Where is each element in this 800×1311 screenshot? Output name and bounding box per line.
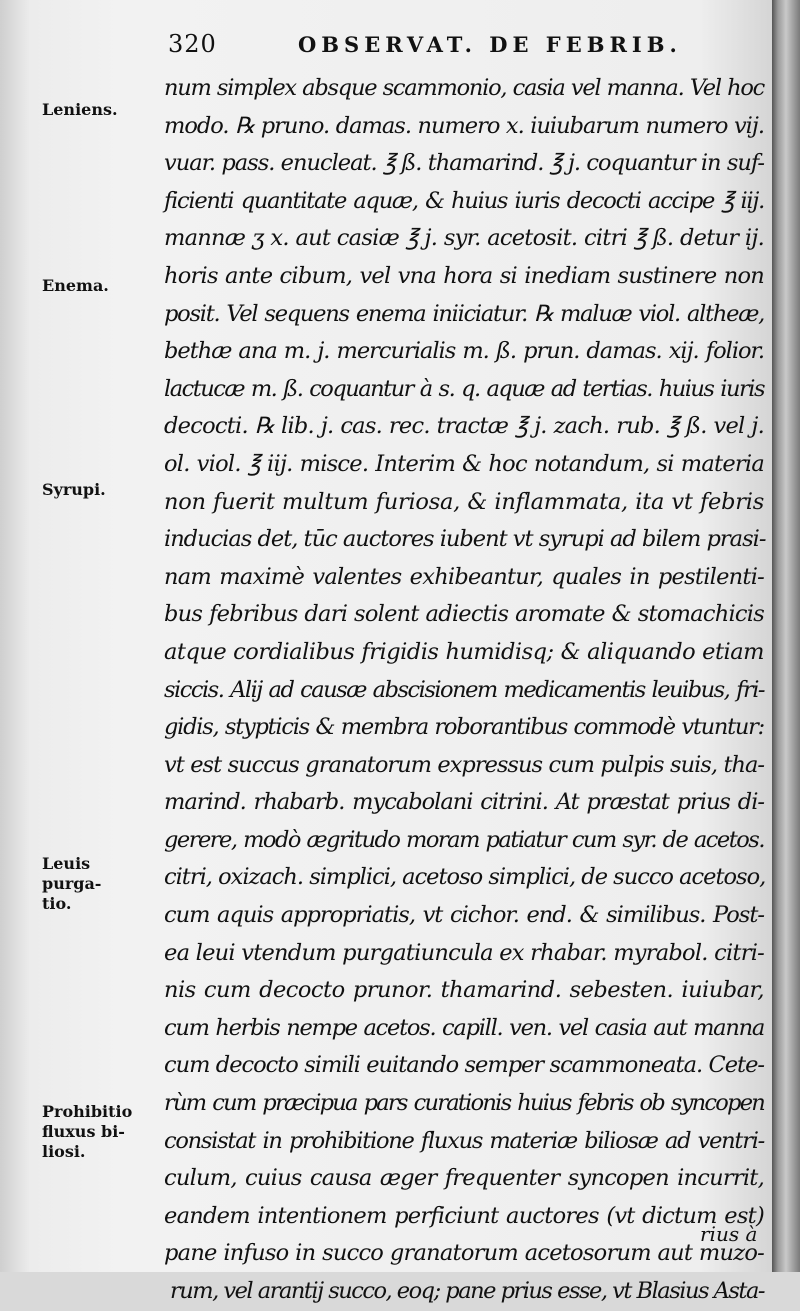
text-line: gidis, stypticis & membra roborantibus commodè vtuntur: [164,714,764,741]
text-line: ficienti quantitate aquæ, & huius iuris decocti accipe ℥ iij. [164,187,764,214]
marginal-line: Leuis purga- [42,854,102,893]
book-edge [772,0,800,1272]
catchword: rius à [700,1222,758,1246]
body-text [164,70,764,1311]
text-line: cum aquis appropriatis, vt cichor. end. & similibus. Post- [164,902,764,929]
text-line: num simplex absque scammonio, casia vel manna. Vel hoc [164,75,764,101]
text-line: siccis. Alij ad causæ abscisionem medicamentis leuibus, fri- [164,676,764,703]
text-line: vt est succus granatorum expressus cum pulpis suis, tha- [164,751,764,778]
text-line: cum herbis nempe acetos. capill. ven. vel casia aut manna [164,1014,764,1041]
page-header [168,30,748,60]
marginal-note-prohibitio [42,1102,152,1162]
text-line: bethæ ana m. j. mercurialis m. ß. prun. damas. xij. folior. [164,338,764,365]
text-line: posit. Vel sequens enema iniiciatur. ℞ maluæ viol. altheæ, [164,300,764,327]
text-line: consistat in prohibitione fluxus materiæ biliosæ ad ventri- [164,1127,764,1154]
running-head: OBSERVAT. DE FEBRIB. [298,32,682,57]
marginal-note-leuis-purgatio [42,854,152,914]
text-line: atque cordialibus frigidis humidisq; & aliquando etiam [164,638,764,665]
text-line: decocti. ℞ lib. j. cas. rec. tractæ ℥ j. zach. rub. ℥ ß. vel j. [164,413,764,440]
text-line: cum decocto simili euitando semper scammoneata. Cete- [164,1052,764,1079]
text-line: rùm cum præcipua pars curationis huius febris ob syncopen [164,1090,764,1117]
marginal-line: Prohibitio [42,1102,133,1121]
text-line: pane infuso in succo granatorum acetosorum aut muzo- [164,1240,764,1267]
marginal-line: liosi. [42,1142,86,1161]
text-line: nam maximè valentes exhibeantur, quales in pestilenti- [164,563,764,590]
text-line: ol. viol. ℥ iij. misce. Interim & hoc notandum, si materia [164,450,764,477]
marginal-note-leniens: Leniens. [42,100,118,119]
text-line: inducias det, tūc auctores iubent vt syrupi ad bilem prasi- [164,526,766,553]
marginal-note-syrupi: Syrupi. [42,480,106,499]
marginal-line: tio. [42,894,72,913]
page-number: 320 [168,30,217,58]
text-line: rum, vel arantij succo, eoq; pane prius esse, vt Blasius Asta- [170,1278,764,1304]
marginal-note-enema: Enema. [42,276,109,295]
text-line: nis cum decocto prunor. thamarind. sebesten. iuiubar, [164,977,764,1004]
text-line: ea leui vtendum purgatiuncula ex rhabar. myrabol. citri- [164,939,764,966]
text-line: culum, cuius causa æger frequenter syncopen incurrit, [164,1165,764,1192]
marginal-line: fluxus bi- [42,1122,125,1141]
text-line: citri, oxizach. simplici, acetoso simplici, de succo acetoso, [164,864,766,891]
text-line: vuar. pass. enucleat. ℥ ß. thamarind. ℥ j. coquantur in suf- [164,150,764,177]
text-line: modo. ℞ pruno. damas. numero x. iuiubarum numero vij. [164,112,764,139]
text-line: marind. rhabarb. mycabolani citrini. At præstat prius di- [164,789,764,816]
text-line: gerere, modò ægritudo moram patiatur cum syr. de acetos. [164,826,764,853]
text-line: lactucæ m. ß. coquantur à s. q. aquæ ad tertias. huius iuris [164,375,764,402]
text-line: mannæ ʒ x. aut casiæ ℥ j. syr. acetosit. citri ℥ ß. detur ij. [164,225,764,252]
text-line: horis ante cibum, vel vna hora si inediam sustinere non [164,262,764,289]
text-line: bus febribus dari solent adiectis aromate & stomachicis [164,601,764,628]
text-line: non fuerit multum furiosa, & inflammata, ita vt febris [164,488,764,515]
text-line: eandem intentionem perficiunt auctores (vt dictum est) [164,1202,764,1229]
